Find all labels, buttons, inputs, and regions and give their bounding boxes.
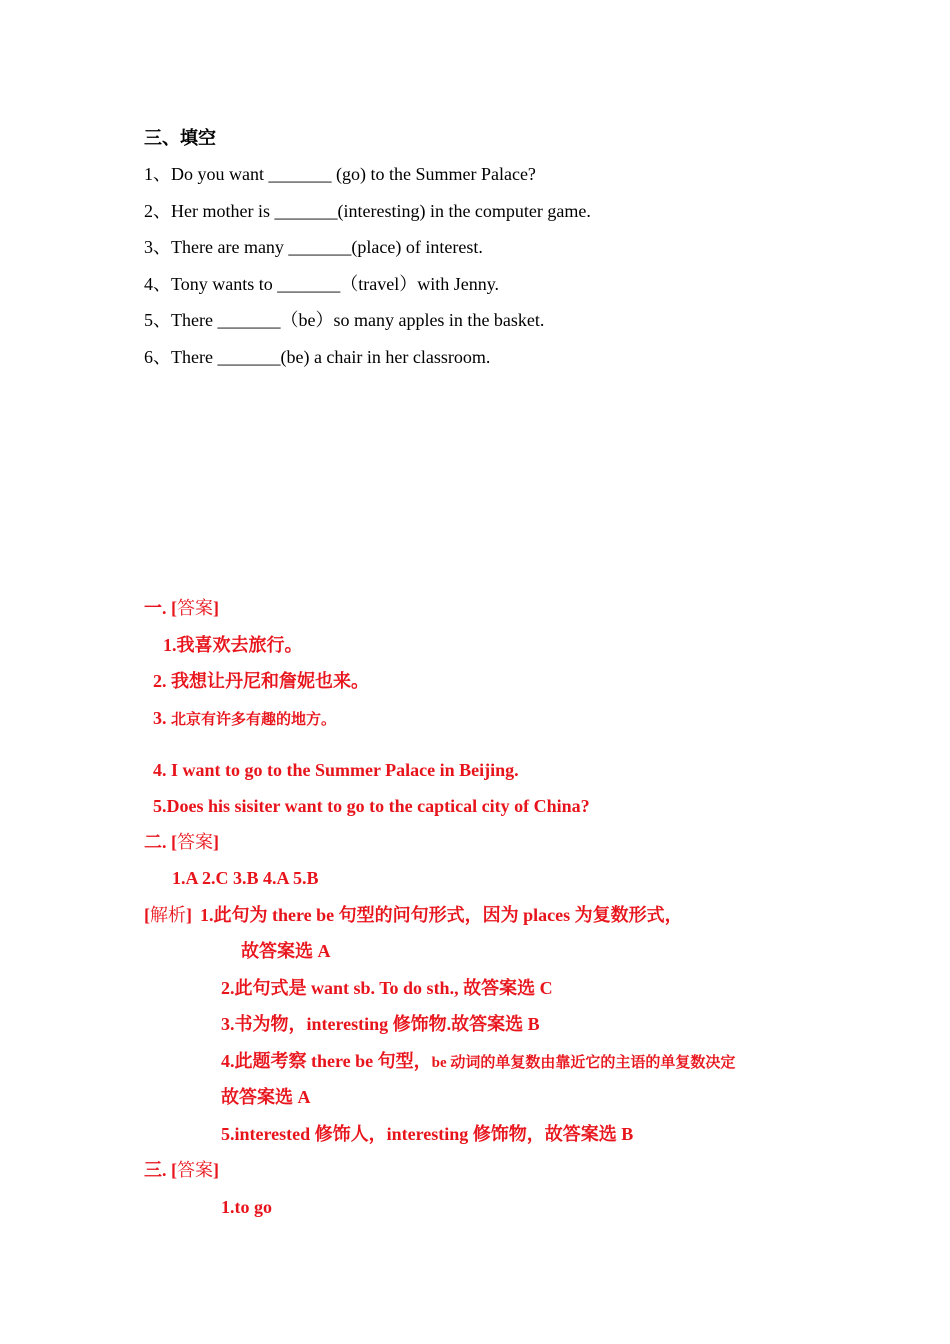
- analysis-line-4: 3.书为物，interesting 修饰物.故答案选 B: [221, 1014, 540, 1034]
- answer-header-num: 三.: [144, 1160, 171, 1180]
- question-3: 3、There are many _______(place) of interest.: [144, 237, 483, 257]
- answer-header-open: [: [171, 832, 177, 852]
- answer-header-1: [144, 596, 219, 620]
- analysis-line-1: [144, 903, 683, 927]
- answer-header-close: ]: [213, 598, 219, 618]
- question-5: 5、There _______（be）so many apples in the basket.: [144, 310, 545, 330]
- answer-header-open: [: [171, 598, 177, 618]
- answer-1-line-4: 4. I want to go to the Summer Palace in Beijing.: [153, 760, 519, 780]
- answer-header-3: [144, 1158, 219, 1182]
- answer-1-line-3: [153, 706, 336, 732]
- answer-1-line-5: 5.Does his sisiter want to go to the captical city of China?: [153, 796, 590, 816]
- answer-header-tag: 答案: [177, 1160, 213, 1180]
- answer-1-line-1: 1.我喜欢去旅行。: [163, 635, 303, 655]
- analysis-close: ]: [186, 905, 192, 925]
- analysis-line-3: 2.此句式是 want sb. To do sth., 故答案选 C: [221, 978, 553, 998]
- analysis-line-5: [221, 1049, 735, 1075]
- answer-2-choices: 1.A 2.C 3.B 4.A 5.B: [172, 868, 319, 888]
- answer-header-close: ]: [213, 1160, 219, 1180]
- analysis-tag: 解析: [150, 905, 186, 925]
- answer-1-line-3-num: 3.: [153, 708, 171, 728]
- answer-header-num: 二.: [144, 832, 171, 852]
- answer-header-tag: 答案: [177, 832, 213, 852]
- question-2: 2、Her mother is _______(interesting) in the computer game.: [144, 201, 591, 221]
- analysis-text-1: 1.此句为 there be 句型的问句形式，因为 places 为复数形式，: [200, 905, 683, 925]
- question-6: 6、There _______(be) a chair in her classroom.: [144, 347, 491, 367]
- analysis-4a: 4.此题考察 there be 句型，: [221, 1051, 432, 1071]
- question-4: 4、Tony wants to _______（travel）with Jenny.: [144, 274, 500, 294]
- answer-header-tag: 答案: [177, 598, 213, 618]
- analysis-4b: be 动词的单复数由靠近它的主语的单复数决定: [431, 1055, 736, 1071]
- analysis-open: [: [144, 905, 150, 925]
- question-1: 1、Do you want _______ (go) to the Summer Palace?: [144, 164, 536, 184]
- answer-header-open: [: [171, 1160, 177, 1180]
- analysis-line-7: 5.interested 修饰人，interesting 修饰物，故答案选 B: [221, 1124, 634, 1144]
- answer-header-num: 一.: [144, 598, 171, 618]
- answer-1-line-2: 2. 我想让丹尼和詹妮也来。: [153, 671, 369, 691]
- analysis-line-6: 故答案选 A: [221, 1087, 311, 1107]
- answer-3-line-1: 1.to go: [221, 1197, 272, 1217]
- section-title: 三、填空: [144, 128, 216, 148]
- answer-header-close: ]: [213, 832, 219, 852]
- answer-header-2: [144, 830, 219, 854]
- answer-1-line-3-text: 北京有许多有趣的地方。: [171, 712, 337, 728]
- analysis-line-2: 故答案选 A: [241, 941, 331, 961]
